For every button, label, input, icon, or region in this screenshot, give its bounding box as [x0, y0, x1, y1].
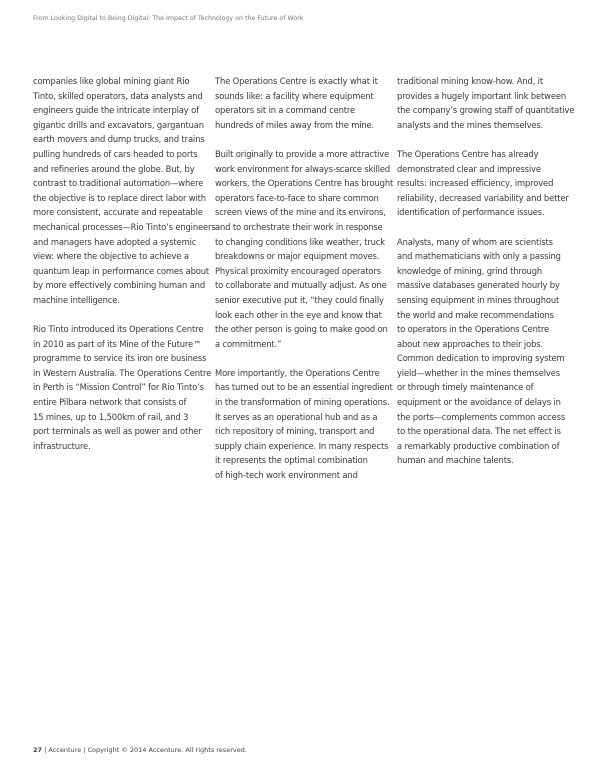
paragraph: [215, 366, 395, 483]
text-line: it represents the optimal combination: [215, 455, 368, 466]
text-line: Common dedication to improving system: [397, 353, 565, 364]
text-line: Rio Tinto introduced its Operations Centre: [33, 324, 204, 335]
text-line: and refineries around the globe. But, by: [33, 163, 195, 174]
text-line: human and machine talents.: [397, 455, 514, 466]
text-line: The Operations Centre is exactly what it: [215, 76, 378, 86]
text-line: more consistent, accurate and repeatable: [33, 207, 203, 218]
text-line: traditional mining know-how. And, it: [397, 76, 543, 86]
text-line: to operators in the Operations Centre: [397, 324, 549, 335]
text-line: Analysts, many of whom are scientists: [397, 236, 553, 247]
text-line: rich repository of mining, transport and: [215, 426, 375, 437]
text-line: Tinto, skilled operators, data analysts and: [33, 90, 203, 101]
paragraph: [33, 322, 213, 453]
text-line: results: increased efficiency, improved: [397, 178, 554, 189]
text-line: mechanical processes—Rio Tinto’s engineers: [33, 221, 216, 232]
text-line: the other person is going to make good on: [215, 324, 388, 335]
text-line: in Western Australia. The Operations Centre: [33, 367, 212, 378]
text-line: The Operations Centre has already: [397, 148, 539, 159]
text-line: infrastructure.: [33, 440, 91, 451]
text-line: and managers have adopted a systemic: [33, 236, 197, 247]
text-line: operators sit in a command centre: [215, 105, 356, 116]
text-line: view: where the objective to achieve a: [33, 251, 189, 262]
text-line: sounds like: a facility where equipment: [215, 90, 374, 101]
page-footer: [33, 746, 247, 754]
text-line: in the transformation of mining operations.: [215, 397, 390, 408]
paragraph: [397, 147, 582, 220]
text-line: provides a hugely important link between: [397, 90, 567, 101]
paragraph: [397, 74, 582, 132]
text-line: to collaborate and mutually adjust. As one: [215, 280, 387, 291]
text-line: programme to service its iron ore business: [33, 353, 207, 364]
text-line: Built originally to provide a more attractive: [215, 148, 390, 159]
text-line: or through timely maintenance of: [397, 382, 534, 393]
paragraph: [397, 235, 582, 469]
text-line: has turned out to be an essential ingredient: [215, 382, 393, 393]
text-line: massive databases generated hourly by: [397, 280, 560, 291]
text-line: operators face-to-face to share common: [215, 192, 379, 203]
text-line: about new approaches to their jobs.: [397, 338, 543, 349]
text-line: a remarkably productive combination of: [397, 440, 560, 451]
paragraph: [215, 74, 395, 132]
text-line: It serves as an operational hub and as a: [215, 411, 378, 422]
text-line: screen views of the mine and its environs,: [215, 207, 386, 218]
text-line: reliability, decreased variability and better: [397, 192, 569, 203]
text-line: to changing conditions like weather, truck: [215, 236, 385, 247]
text-line: the world and make recommendations: [397, 309, 554, 320]
text-line: and mathematicians with only a passing: [397, 251, 561, 262]
text-line: look each other in the eye and know that: [215, 309, 382, 320]
text-line: hundreds of miles away from the mine.: [215, 119, 375, 130]
text-line: in 2010 as part of its Mine of the Future™: [33, 338, 202, 349]
text-line: 15 mines, up to 1,500km of rail, and 3: [33, 411, 189, 422]
copyright-text: | Accenture | Copyright © 2014 Accenture. All rights reserved.: [44, 746, 247, 754]
text-line: equipment or the avoidance of delays in: [397, 397, 561, 408]
column-3: [397, 74, 582, 483]
text-line: contrast to traditional automation—where: [33, 178, 204, 189]
paragraph: [33, 74, 216, 308]
running-header: From Looking Digital to Being Digital: The Impact of Technology on the Future of Work: [33, 15, 304, 22]
text-line: companies like global mining giant Rio: [33, 76, 190, 86]
text-line: breakdowns or major equipment moves.: [215, 251, 380, 262]
text-line: More importantly, the Operations Centre: [215, 367, 380, 378]
text-line: of high-tech work environment and: [215, 470, 358, 481]
text-line: work environment for always-scarce skilled: [215, 163, 391, 174]
text-line: the objective is to replace direct labor with: [33, 192, 206, 203]
text-line: earth movers and dump trucks, and trains: [33, 134, 205, 145]
text-line: supply chain experience. In many respects: [215, 440, 389, 451]
text-line: pulling hundreds of cars headed to ports: [33, 148, 198, 159]
text-line: the ports—complements common access: [397, 411, 566, 422]
column-2: [215, 74, 395, 497]
text-line: workers, the Operations Centre has brought: [215, 178, 394, 189]
text-line: to the operational data. The net effect is: [397, 426, 561, 437]
text-line: engineers guide the intricate interplay of: [33, 105, 199, 116]
text-line: senior executive put it, “they could finally: [215, 294, 384, 305]
text-line: port terminals as well as power and other: [33, 426, 202, 437]
text-line: yield—whether in the mines themselves: [397, 367, 560, 378]
text-line: identification of performance issues.: [397, 207, 545, 218]
page-number: 27: [33, 746, 43, 754]
column-1: [33, 74, 216, 468]
text-line: in Perth is “Mission Control” for Rio Tinto’s: [33, 382, 204, 393]
paragraph: [215, 147, 395, 351]
text-line: analysts and the mines themselves.: [397, 119, 544, 130]
text-line: knowledge of mining, grind through: [397, 265, 543, 276]
text-line: demonstrated clear and impressive: [397, 163, 541, 174]
text-line: gigantic drills and excavators, gargantuan: [33, 119, 204, 130]
text-line: a commitment.”: [215, 338, 282, 349]
text-line: by more effectively combining human and: [33, 280, 205, 291]
text-line: the company’s growing staff of quantitative: [397, 105, 575, 116]
text-line: quantum leap in performance comes about: [33, 265, 210, 276]
text-line: Physical proximity encouraged operators: [215, 265, 381, 276]
text-line: sensing equipment in mines throughout: [397, 294, 560, 305]
text-line: machine intelligence.: [33, 294, 120, 305]
text-line: entire Pilbara network that consists of: [33, 397, 187, 408]
text-line: and to orchestrate their work in response: [215, 221, 383, 232]
